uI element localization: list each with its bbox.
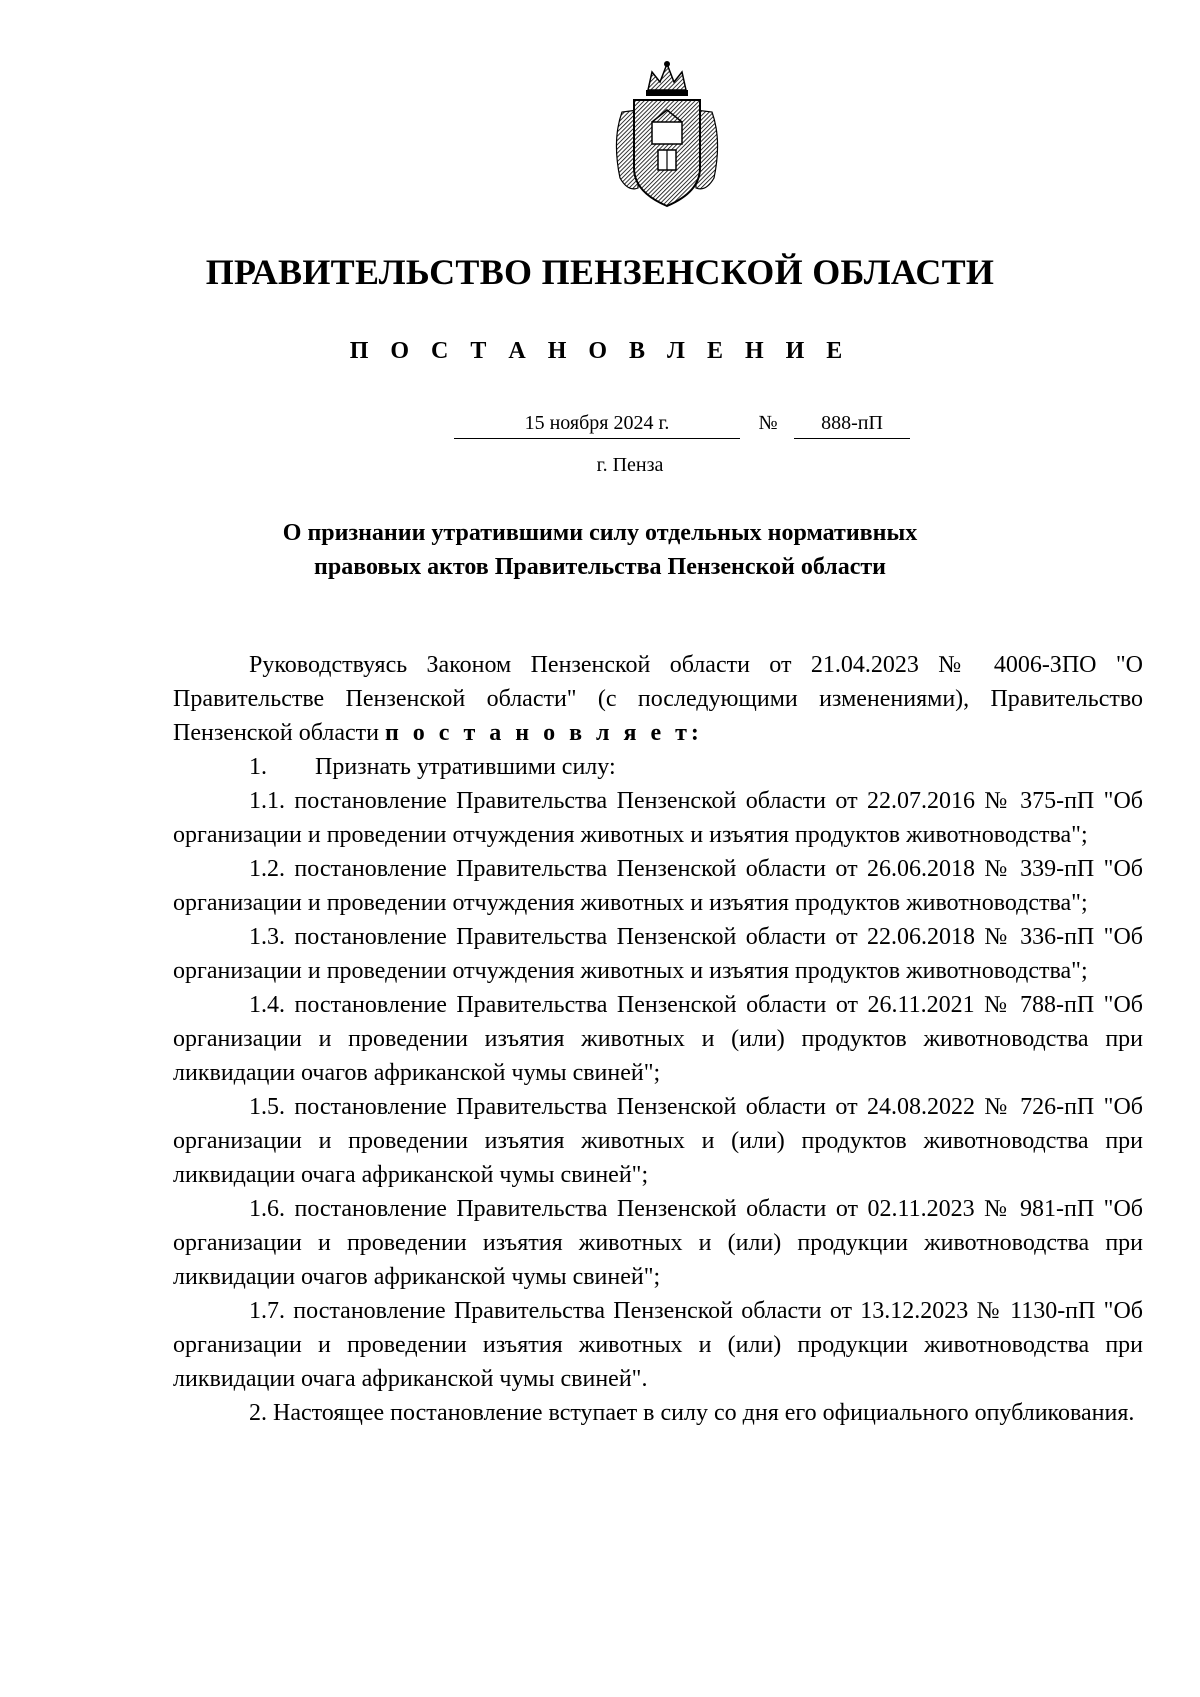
preamble-text: Руководствуясь Законом Пензенской области от 21.04.2023 № 4006-ЗПО "О Правительстве Пензенской области" (с последующими изменениями), Правительство Пензенской области — [173, 652, 1143, 746]
list-item: 1.2. постановление Правительства Пензенской области от 26.06.2018 № 339-пП "Об организации и проведении отчуждения животных и изъятия продуктов животноводства"; — [173, 856, 1143, 916]
document-body — [173, 648, 1143, 1430]
document-number: 888-пП — [794, 410, 910, 439]
clause-1-text: Признать утратившими силу: — [315, 754, 616, 780]
subject-line-2: правовых актов Правительства Пензенской области — [314, 554, 886, 580]
preamble-paragraph — [173, 648, 1143, 750]
clause-2: 2. Настоящее постановление вступает в силу со дня его официального опубликования. — [249, 1400, 1135, 1426]
government-title: ПРАВИТЕЛЬСТВО ПЕНЗЕНСКОЙ ОБЛАСТИ — [205, 252, 995, 292]
list-item: 1.3. постановление Правительства Пензенской области от 22.06.2018 № 336-пП "Об организации и проведении отчуждения животных и изъятия продуктов животноводства"; — [173, 924, 1143, 984]
clause-1 — [173, 750, 1143, 784]
city: г. Пенза — [596, 454, 664, 476]
document-date: 15 ноября 2024 г. — [454, 410, 740, 439]
list-item: 1.6. постановление Правительства Пензенской области от 02.11.2023 № 981-пП "Об организации и проведении изъятия животных и (или) продукции животноводства при ликвидации очагов африканской чумы свиней"; — [173, 1196, 1143, 1290]
list-item: 1.1. постановление Правительства Пензенской области от 22.07.2016 № 375-пП "Об организации и проведении отчуждения животных и изъятия продуктов животноводства"; — [173, 788, 1143, 848]
list-item: 1.5. постановление Правительства Пензенской области от 24.08.2022 № 726-пП "Об организации и проведении изъятия животных и (или) продуктов животноводства при ликвидации очага африканской чумы свиней"; — [173, 1094, 1143, 1188]
decrees-word: п о с т а н о в л я е т: — [384, 720, 703, 746]
clause-1-number: 1. — [249, 754, 267, 780]
number-sign: № — [758, 412, 778, 434]
document-type: П О С Т А Н О В Л Е Н И Е — [349, 338, 851, 364]
document-subject — [0, 516, 1200, 584]
penza-coat-of-arms-icon — [608, 60, 726, 210]
subject-line-1: О признании утратившими силу отдельных нормативных — [282, 520, 918, 546]
list-item: 1.7. постановление Правительства Пензенской области от 13.12.2023 № 1130-пП "Об организации и проведении изъятия животных и (или) продукции животноводства при ликвидации очага африканской чумы свиней". — [173, 1298, 1143, 1392]
list-item: 1.4. постановление Правительства Пензенской области от 26.11.2021 № 788-пП "Об организации и проведении изъятия животных и (или) продуктов животноводства при ликвидации очагов африканской чумы свиней"; — [173, 992, 1143, 1086]
